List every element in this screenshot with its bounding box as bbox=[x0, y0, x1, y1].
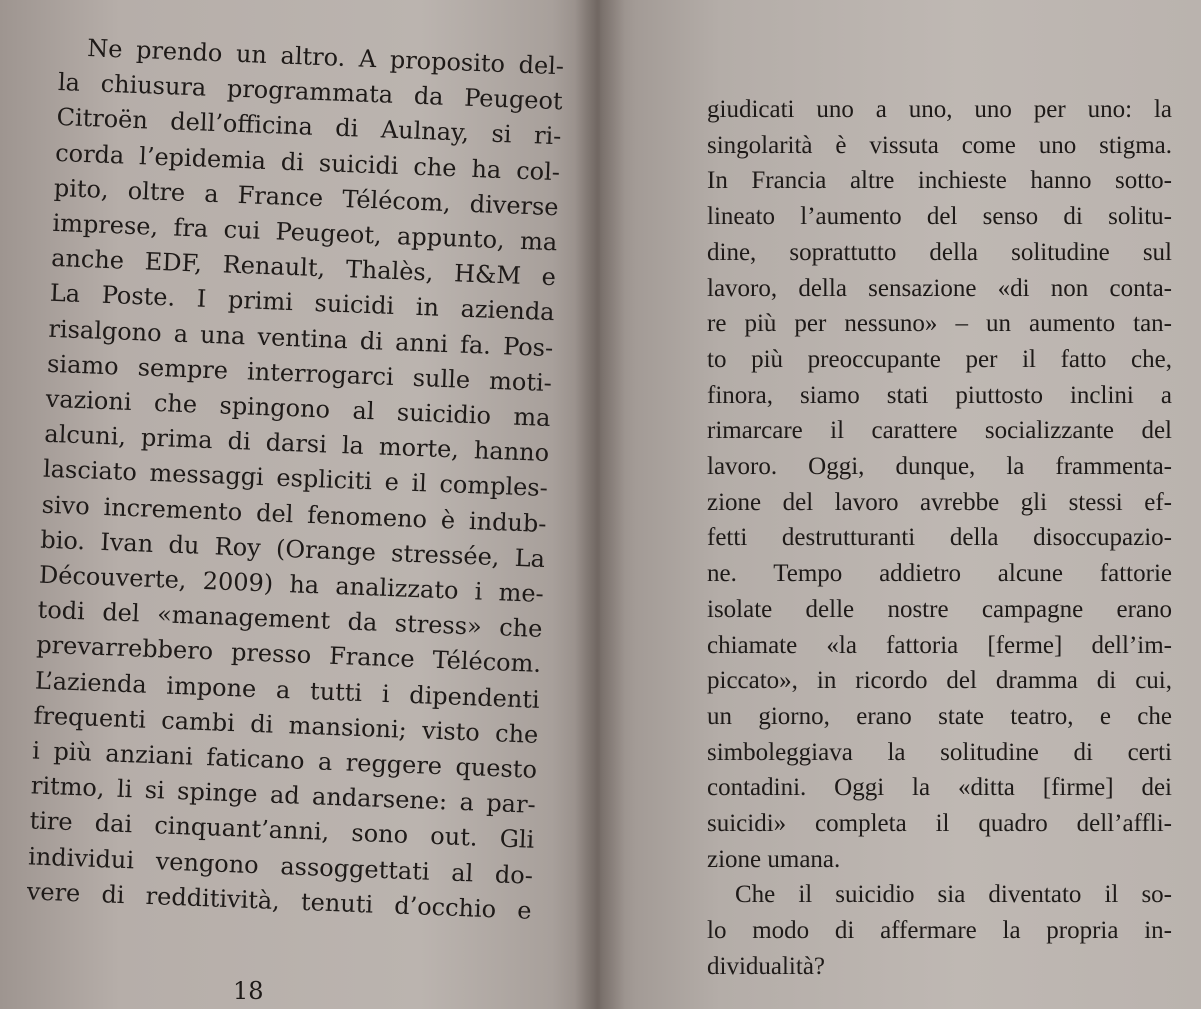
text-line: fetti destrutturanti della disoccupazio- bbox=[707, 524, 1172, 552]
text-line: ritmo, li si spinge ad andarsene: a par- bbox=[30, 771, 537, 820]
text-line: individui vengono assoggettati al do- bbox=[27, 842, 534, 890]
text-line: lineato l’aumento del senso di solitu- bbox=[707, 203, 1172, 231]
text-line: finora, siamo stati piuttosto inclini a bbox=[707, 381, 1172, 409]
text-line: Découverte, 2009) ha analizzato i me- bbox=[38, 560, 545, 609]
text-line: lavoro. Oggi, dunque, la frammenta- bbox=[707, 453, 1172, 481]
text-line: L’azienda impone a tutti i dipendenti bbox=[34, 666, 541, 714]
text-line: In Francia altre inchieste hanno sotto- bbox=[707, 167, 1172, 195]
text-line: Che il suicidio sia diventato il so- bbox=[735, 881, 1172, 909]
left-page bbox=[0, 0, 600, 1009]
text-line: siamo sempre interrogarci sulle moti- bbox=[46, 349, 553, 397]
text-line: Ne prendo un altro. A proposito del- bbox=[86, 34, 565, 81]
text-line: frequenti cambi di mansioni; visto che bbox=[33, 701, 539, 749]
text-line: re più per nessuno» – un aumento tan- bbox=[707, 310, 1172, 338]
text-line: imprese, fra cui Peugeot, appunto, ma bbox=[52, 208, 558, 257]
page-number: 18 bbox=[233, 977, 264, 1005]
text-line: chiamate «la fattoria [ferme] dell’im- bbox=[707, 631, 1172, 659]
right-page-text bbox=[707, 92, 1172, 985]
text-line: anche EDF, Renault, Thalès, H&M e bbox=[50, 244, 557, 292]
text-line: dine, soprattutto della solitudine sul bbox=[707, 238, 1172, 266]
text-line: sivo incremento del fenomeno è indub- bbox=[41, 490, 547, 538]
text-line: alcuni, prima di darsi la morte, hanno bbox=[43, 419, 550, 468]
book-gutter bbox=[575, 0, 625, 1009]
text-line: ne. Tempo addietro alcune fattorie bbox=[707, 560, 1172, 588]
text-line: zione umana. bbox=[707, 845, 841, 873]
text-line: simboleggiava la solitudine di certi bbox=[707, 738, 1172, 766]
text-line: isolate delle nostre campagne erano bbox=[707, 595, 1172, 623]
text-line: Citroën dell’officina di Aulnay, si ri- bbox=[56, 103, 562, 151]
text-line: vere di redditività, tenuti d’occhio e bbox=[26, 877, 533, 925]
text-line: la chiusura programmata da Peugeot bbox=[57, 68, 564, 116]
text-line: La Poste. I primi suicidi in azienda bbox=[49, 279, 556, 327]
text-line: giudicati uno a uno, uno per uno: la bbox=[707, 96, 1172, 123]
right-page bbox=[600, 0, 1201, 1009]
text-line: lo modo di affermare la propria in- bbox=[707, 917, 1172, 945]
text-line: lasciato messaggi espliciti e il comples- bbox=[42, 455, 549, 503]
text-line: suicidi» completa il quadro dell’affli- bbox=[707, 810, 1172, 838]
text-line: un giorno, erano state teatro, e che bbox=[707, 702, 1172, 730]
text-line: rimarcare il carattere socializzante del bbox=[707, 417, 1172, 445]
text-line: zione del lavoro avrebbe gli stessi ef- bbox=[707, 488, 1172, 516]
text-line: todi del «management da stress» che bbox=[37, 595, 543, 644]
text-line: prevarrebbero presso France Télécom. bbox=[35, 631, 542, 679]
text-line: dividualità? bbox=[707, 952, 826, 980]
text-line: tire dai cinquant’anni, sono out. Gli bbox=[29, 806, 535, 855]
text-line: pito, oltre a France Télécom, diverse bbox=[53, 173, 560, 222]
text-line: corda l’epidemia di suicidi che ha col- bbox=[54, 138, 561, 186]
text-line: singolarità è vissuta come uno stigma. bbox=[707, 131, 1172, 159]
text-line: vazioni che spingono al suicidio ma bbox=[45, 384, 551, 433]
text-line: contadini. Oggi la «ditta [firme] dei bbox=[707, 774, 1172, 802]
text-line: bio. Ivan du Roy (Orange stressée, La bbox=[39, 525, 546, 573]
left-page-text bbox=[26, 30, 564, 929]
text-line: risalgono a una ventina di anni fa. Pos- bbox=[47, 314, 554, 362]
text-line: piccato», in ricordo del dramma di cui, bbox=[707, 667, 1172, 695]
text-line: to più preoccupante per il fatto che, bbox=[707, 345, 1172, 373]
text-line: lavoro, della sensazione «di non conta- bbox=[707, 274, 1172, 302]
text-line: i più anziani faticano a reggere questo bbox=[31, 736, 538, 784]
